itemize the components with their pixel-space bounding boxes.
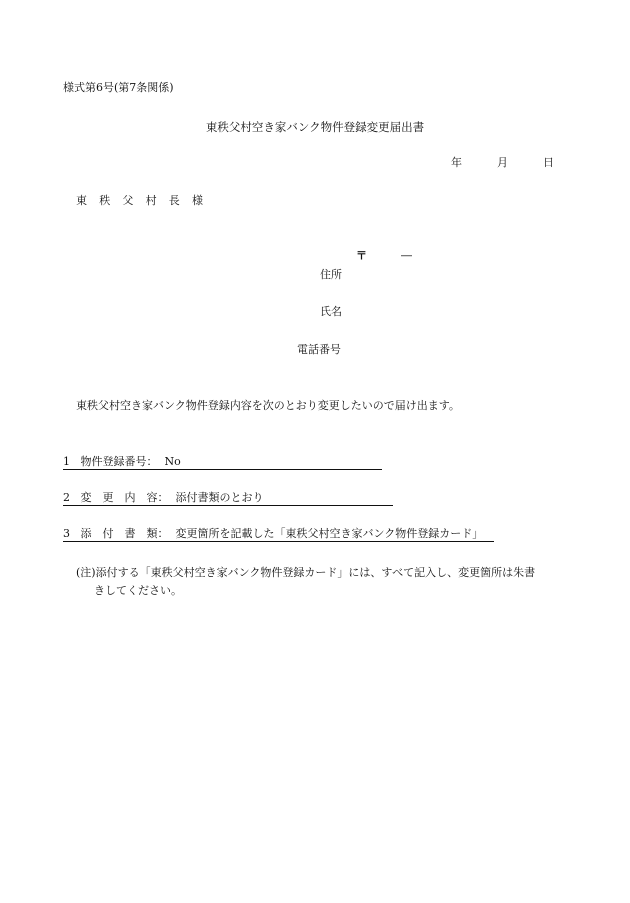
item-number: 1: [63, 455, 70, 468]
address-label: 住所: [320, 268, 342, 281]
note-line-1: (注)添付する「東秩父村空き家バンク物件登録カード」には、すべて記入し、変更箇所は朱書: [76, 566, 536, 579]
item-change-content: [63, 491, 393, 506]
item-value: 変更箇所を記載した「東秩父村空き家バンク物件登録カード」: [175, 527, 484, 540]
document-title: 東秩父村空き家バンク物件登録変更届出書: [205, 120, 425, 134]
item-label: 物件登録番号：: [80, 455, 158, 468]
item-label: 添 付 書 類：: [80, 527, 169, 540]
phone-label: 電話番号: [297, 343, 341, 356]
name-label: 氏名: [320, 305, 342, 318]
postal-code-dash: ―: [401, 249, 412, 262]
date-day-label: 日: [543, 156, 554, 169]
item-number: 3: [63, 527, 70, 540]
postal-mark: 〒: [356, 249, 367, 262]
item-value: 添付書類のとおり: [176, 491, 393, 506]
body-text: 東秩父村空き家バンク物件登録内容を次のとおり変更したいので届け出ます。: [76, 399, 460, 412]
addressee: 東 秩 父 村 長 様: [76, 194, 204, 207]
item-number: 2: [63, 491, 70, 504]
item-registration-number: [63, 455, 382, 470]
date-month-label: 月: [497, 156, 508, 169]
item-label: 変 更 内 容：: [80, 491, 169, 504]
item-attachments: [63, 527, 494, 542]
item-value: No: [165, 455, 382, 470]
note-line-2: きしてください。: [94, 584, 182, 597]
date-year-label: 年: [451, 156, 462, 169]
form-number: 様式第6号(第7条関係): [63, 81, 174, 94]
